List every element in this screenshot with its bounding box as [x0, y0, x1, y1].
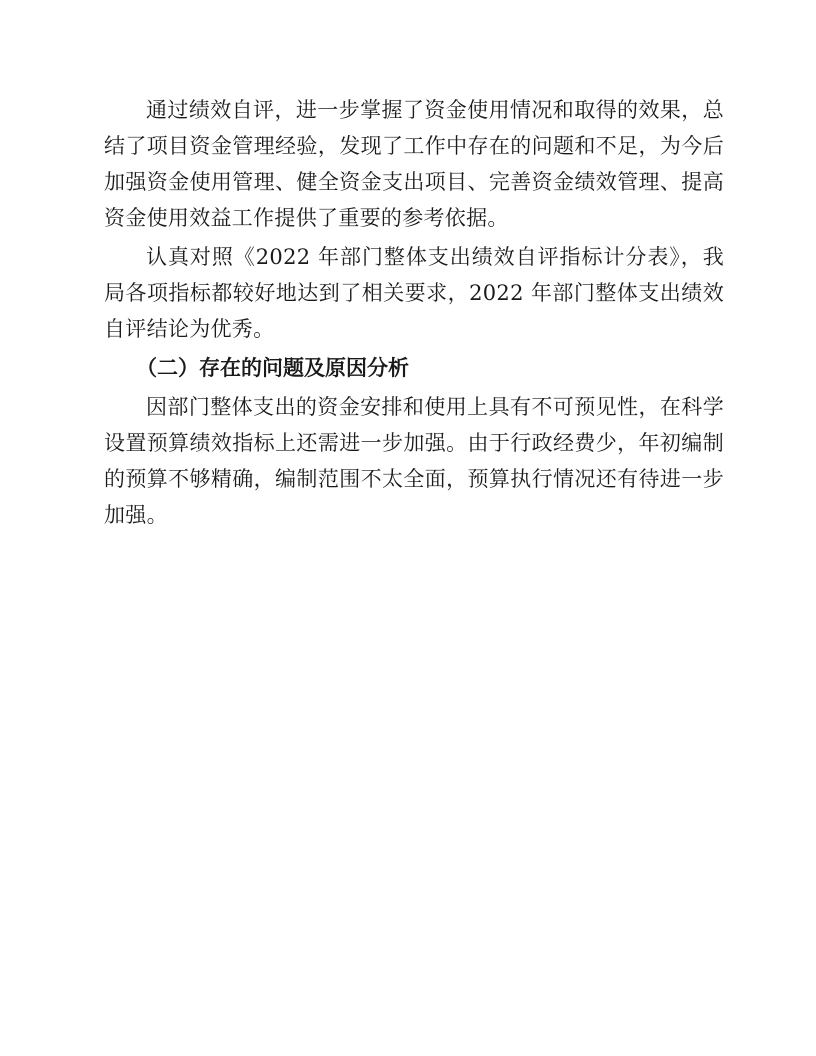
document-page [104, 92, 724, 533]
paragraph-evaluation-conclusion: 认真对照《2022 年部门整体支出绩效自评指标计分表》，我局各项指标都较好地达到了相关要求，2022 年部门整体支出绩效自评结论为优秀。 [104, 245, 724, 341]
section-heading: （二）存在的问题及原因分析 [136, 356, 409, 380]
paragraph-self-evaluation-summary: 通过绩效自评，进一步掌握了资金使用情况和取得的效果，总结了项目资金管理经验，发现了工作中存在的问题和不足，为今后加强资金使用管理、健全资金支出项目、完善资金绩效管理、提高资金使用效益工作提供了重要的参考依据。 [104, 98, 724, 230]
paragraph-problems-analysis: 因部门整体支出的资金安排和使用上具有不可预见性，在科学设置预算绩效指标上还需进一步加强。由于行政经费少，年初编制的预算不够精确，编制范围不太全面，预算执行情况还有待进一步加强。 [104, 395, 724, 527]
